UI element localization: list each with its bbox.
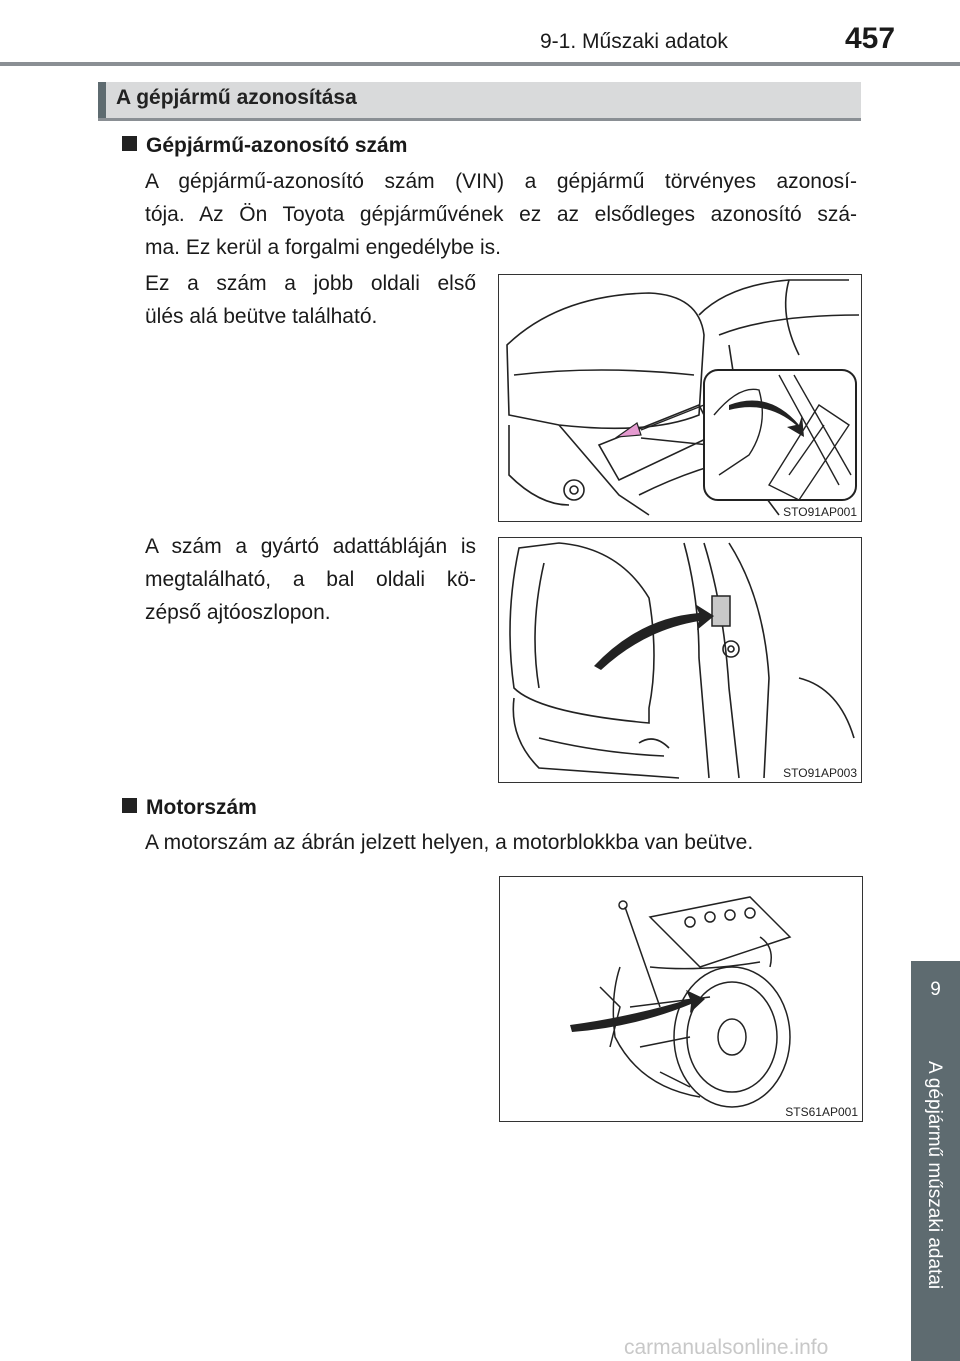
running-header-section: 9-1. Műszaki adatok: [540, 30, 728, 53]
page-number: 457: [845, 22, 896, 55]
engine-illustration: [500, 877, 862, 1121]
figure-code: STO91AP001: [783, 505, 857, 519]
vin-location-marker: [617, 423, 641, 437]
vin-intro-line: A gépjármű-azonosító szám (VIN) a gépjármű törvényes azonosí-: [145, 170, 857, 193]
vin-location2-paragraph: [145, 530, 476, 629]
seat-illustration: [499, 275, 861, 521]
vin-location2-line: A szám a gyártó adattábláján is: [145, 535, 476, 558]
vin-location1-paragraph: [145, 267, 476, 333]
chapter-side-tab: [911, 961, 960, 1361]
engine-text: A motorszám az ábrán jelzett helyen, a motorblokkba van beütve.: [145, 831, 754, 854]
figure-door-pillar-plate: [498, 537, 862, 783]
zoom-inset: [704, 370, 856, 500]
figure-code: STO91AP003: [783, 766, 857, 780]
vin-heading-text: Gépjármű-azonosító szám: [146, 134, 408, 157]
section-bar-accent: [98, 82, 106, 118]
vin-intro-line: ma. Ez kerül a forgalmi engedélybe is.: [145, 236, 502, 259]
engine-heading: [122, 796, 257, 820]
square-bullet-icon: [122, 136, 137, 151]
manufacturer-plate: [712, 596, 730, 626]
vin-intro-line: tója. Az Ön Toyota gépjárművének ez az elsődleges azonosító szá-: [145, 203, 857, 226]
vin-location2-line: megtalálható, a bal oldali kö-: [145, 568, 476, 591]
vin-intro-paragraph: [145, 165, 857, 264]
door-pillar-illustration: [499, 538, 861, 782]
vin-heading: [122, 134, 407, 158]
section-title-bar: [98, 82, 861, 121]
figure-engine-number: [499, 876, 863, 1122]
watermark: carmanualsonline.info: [624, 1336, 829, 1359]
square-bullet-icon: [122, 798, 137, 813]
chapter-label: A gépjármű műszaki adatai: [924, 1061, 945, 1290]
vin-location1-line: Ez a szám a jobb oldali első: [145, 272, 476, 295]
chapter-number: 9: [930, 979, 941, 1000]
vin-location1-line: ülés alá beütve található.: [145, 305, 378, 328]
engine-paragraph: [145, 826, 857, 859]
vin-location2-line: zépső ajtóoszlopon.: [145, 601, 331, 624]
figure-code: STS61AP001: [785, 1105, 858, 1119]
engine-heading-text: Motorszám: [146, 796, 257, 819]
figure-seat-vin: [498, 274, 862, 522]
header-rule: [0, 62, 960, 66]
section-title: A gépjármű azonosítása: [116, 86, 357, 109]
